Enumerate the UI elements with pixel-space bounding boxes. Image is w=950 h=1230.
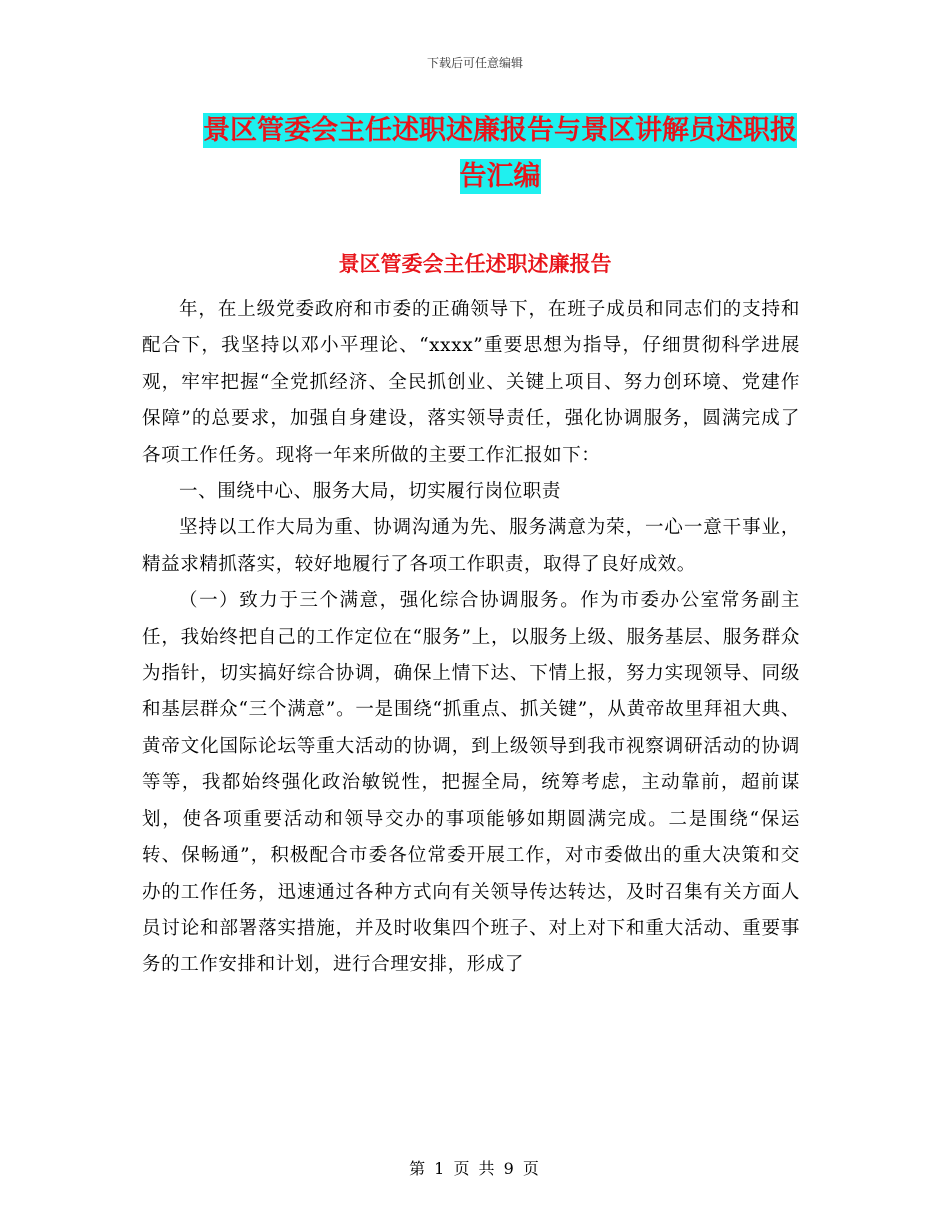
body-text (142, 292, 800, 984)
paragraph: （一）致力于三个满意，强化综合协调服务。作为市委办公室常务副主任，我始终把自己的工作定位在“服务”上，以服务上级、服务基层、服务群众为指针，切实搞好综合协调，确保上情下达、下情上报，努力实现领导、同级和基层群众“三个满意”。一是围绕“抓重点、抓关键”，从黄帝故里拜祖大典、黄帝文化国际论坛等重大活动的协调，到上级领导到我市视察调研活动的协调等等，我都始终强化政治敏锐性，把握全局，统筹考虑，主动靠前，超前谋划，使各项重要活动和领导交办的事项能够如期圆满完成。二是围绕“保运转、保畅通”，积极配合市委各位常委开展工作，对市委做出的重大决策和交办的工作任务，迅速通过各种方式向有关领导传达转达，及时召集有关方面人员讨论和部署落实措施，并及时收集四个班子、对上对下和重大活动、重要事务的工作安排和计划，进行合理安排，形成了 (142, 590, 800, 976)
paragraph: 年，在上级党委政府和市委的正确领导下，在班子成员和同志们的支持和配合下，我坚持以邓小平理论、“xxxx”重要思想为指导，仔细贯彻科学进展观，牢牢把握“全党抓经济、全民抓创业、关键上项目、努力创环境、党建作保障”的总要求，加强自身建设，落实领导责任，强化协调服务，圆满完成了各项工作任务。现将一年来所做的主要工作汇报如下： (142, 299, 800, 466)
paragraph: 坚持以工作大局为重、协调沟通为先、服务满意为荣，一心一意干事业，精益求精抓落实，较好地履行了各项工作职责，取得了良好成效。 (142, 517, 800, 575)
document-title (190, 108, 810, 200)
page-footer: 第 1 页 共 9 页 (409, 1159, 541, 1178)
document-title-text: 景区管委会主任述职述廉报告与景区讲解员述职报告汇编 (203, 115, 797, 192)
header-note: 下载后可任意编辑 (426, 56, 523, 70)
section-title: 景区管委会主任述职述廉报告 (338, 252, 612, 276)
paragraph: 一、围绕中心、服务大局，切实履行岗位职责 (179, 481, 562, 503)
